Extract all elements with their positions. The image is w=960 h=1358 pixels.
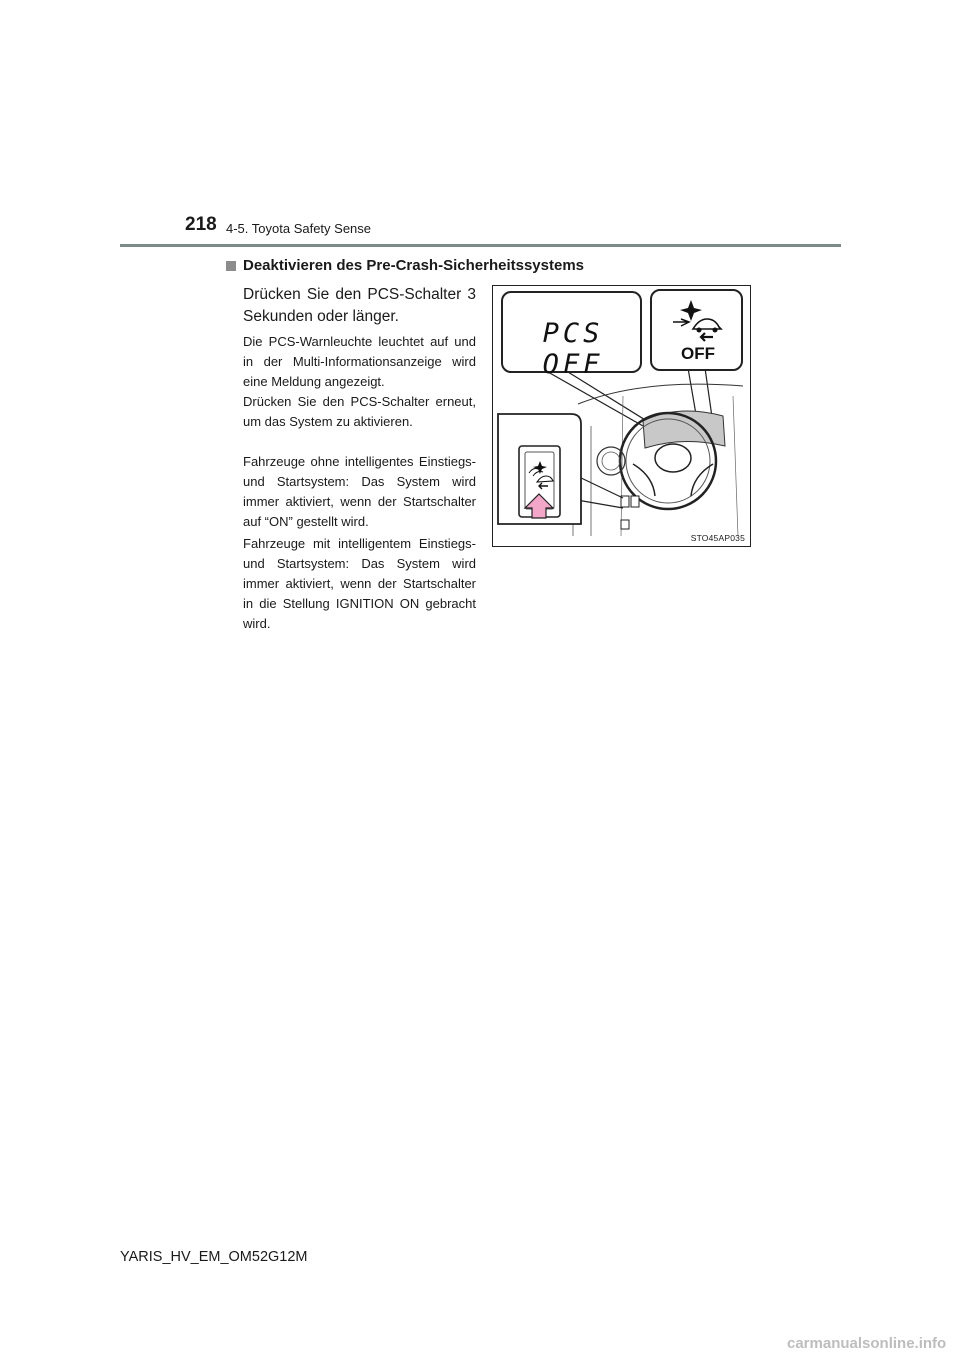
heading-text: Deaktivieren des Pre-Crash-Sicherheitssystems bbox=[243, 257, 585, 274]
main-instruction: Drücken Sie den PCS-Schalter 3 Sekunden oder länger. bbox=[243, 286, 476, 325]
figure-code: STO45AP035 bbox=[690, 533, 745, 543]
page-number: 218 bbox=[185, 214, 217, 235]
note-without-smart-entry: Fahrzeuge ohne intelligentes Einstiegs- und Startsystem: Das System wird immer aktiviert, wenn der Startschalter auf “ON” gestellt wird. bbox=[243, 454, 476, 529]
document-code: YARIS_HV_EM_OM52G12M bbox=[120, 1249, 308, 1265]
bullet-square-icon bbox=[226, 261, 236, 271]
note-reactivate: Drücken Sie den PCS-Schalter erneut, um das System zu aktivieren. bbox=[243, 394, 476, 429]
header-rule bbox=[120, 244, 841, 247]
off-indicator-label: OFF bbox=[681, 344, 715, 363]
section-title: 4-5. Toyota Safety Sense bbox=[226, 221, 372, 236]
note-with-smart-entry: Fahrzeuge mit intelligentem Einstiegs- und Startsystem: Das System wird immer aktiviert, wenn der Startschalter in die Stellung IGNITION ON gebracht wird. bbox=[243, 536, 476, 631]
pcs-off-display-text: PCS OFF bbox=[542, 318, 604, 380]
note-warning-light: Die PCS-Warnleuchte leuchtet auf und in der Multi-Informationsanzeige wird eine Meldung angezeigt. bbox=[243, 334, 476, 389]
subsection-heading bbox=[226, 257, 584, 274]
pcs-switch-illustration bbox=[492, 285, 751, 547]
watermark[interactable]: carmanualsonline.info bbox=[787, 1335, 947, 1352]
